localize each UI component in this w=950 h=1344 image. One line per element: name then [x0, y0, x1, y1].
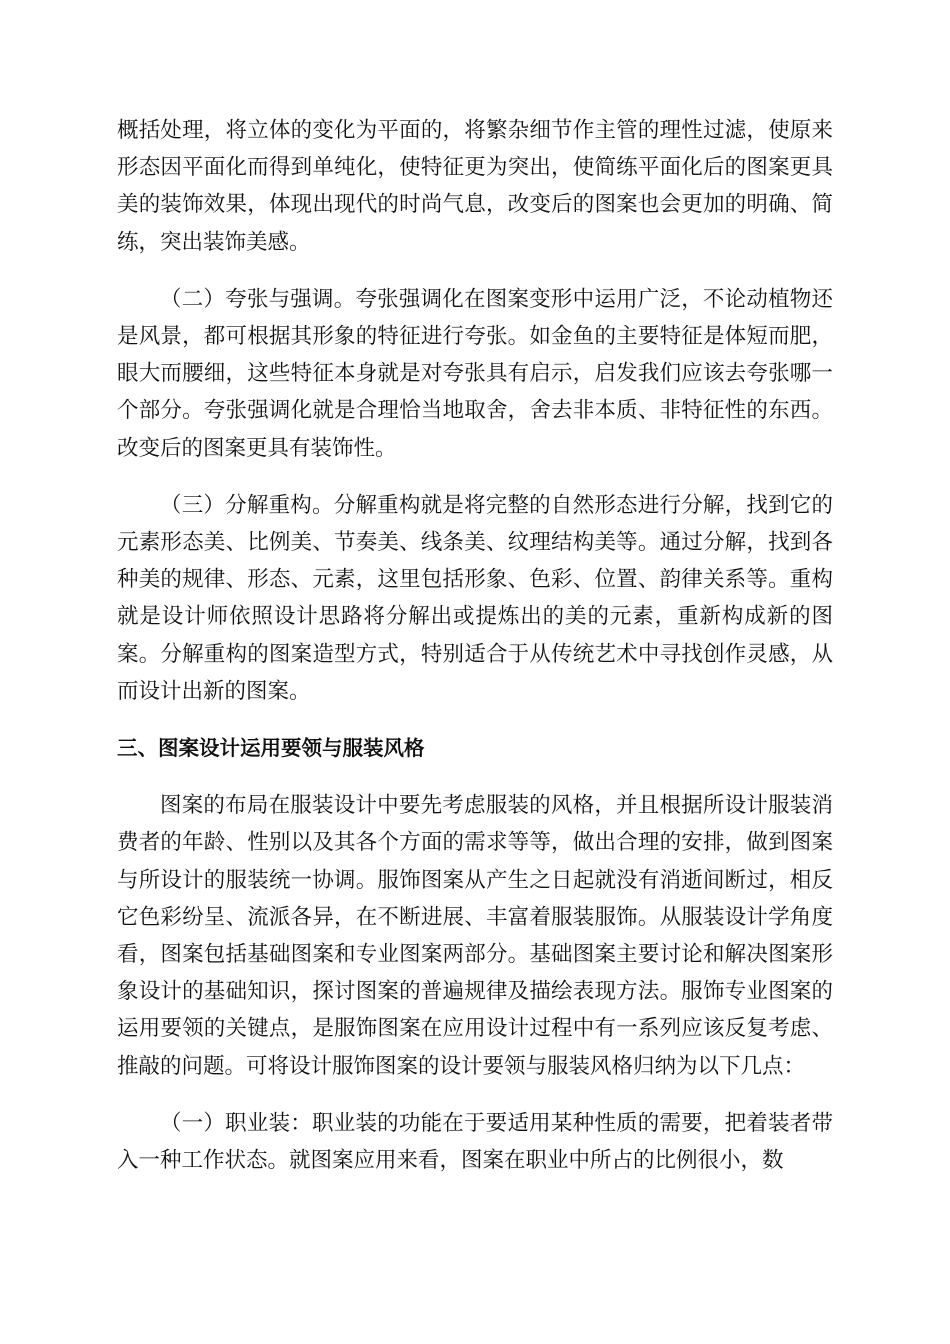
paragraph-gap — [117, 467, 833, 487]
paragraph-gap — [117, 1085, 833, 1105]
paragraph-pattern-layout: 图案的布局在服装设计中要先考虑服装的风格，并且根据所设计服装消费者的年龄、性别以及其各个方面的需求等等，做出合理的安排，做到图案与所设计的服装统一协调。服饰图案从产生之日起就没有消逝间断过，相反它色彩纷呈、流派各异，在不断进展、丰富着服装服饰。从服装设计学角度看，图案包括基础图案和专业图案两部分。基础图案主要讨论和解决图案形象设计的基础知识，探讨图案的普遍规律及描绘表现方法。服饰专业图案的运用要领的关键点，是服饰图案在应用设计过程中有一系列应该反复考虑、推敲的问题。可将设计服饰图案的设计要领与服装风格归纳为以下几点： — [117, 793, 833, 1079]
paragraph-gap — [117, 261, 833, 281]
section-heading: 三、图案设计运用要领与服装风格 — [117, 736, 425, 761]
paragraph-gap — [117, 710, 833, 730]
paragraph-decompose-reconstruct: （三）分解重构。分解重构就是将完整的自然形态进行分解，找到它的元素形态美、比例美、节奏美、线条美、纹理结构美等。通过分解，找到各种美的规律、形态、元素，这里包括形象、色彩、位置、韵律关系等。重构就是设计师依照设计思路将分解出或提炼出的美的元素，重新构成新的图案。分解重构的图案造型方式，特别适合于从传统艺术中寻找创作灵感，从而设计出新的图案。 — [117, 492, 833, 704]
paragraph-exaggeration-emphasis: （二）夸张与强调。夸张强调化在图案变形中运用广泛，不论动植物还是风景，都可根据其形象的特征进行夸张。如金鱼的主要特征是体短而肥，眼大而腰细，这些特征本身就是对夸张具有启示，启发我们应该去夸张哪一个部分。夸张强调化就是合理恰当地取舍，舍去非本质、非特征性的东西。改变后的图案更具有装饰性。 — [117, 286, 833, 461]
document-page — [117, 112, 833, 1179]
paragraph-gap — [117, 767, 833, 787]
paragraph-flatten-processing: 概括处理，将立体的变化为平面的，将繁杂细节作主管的理性过滤，使原来形态因平面化而得到单纯化，使特征更为突出，使简练平面化后的图案更具美的装饰效果，体现出现代的时尚气息，改变后的图案也会更加的明确、简练，突出装饰美感。 — [117, 118, 833, 255]
paragraph-workwear: （一）职业装：职业装的功能在于要适用某种性质的需要，把着装者带入一种工作状态。就图案应用来看，图案在职业中所占的比例很小，数 — [117, 1110, 833, 1174]
